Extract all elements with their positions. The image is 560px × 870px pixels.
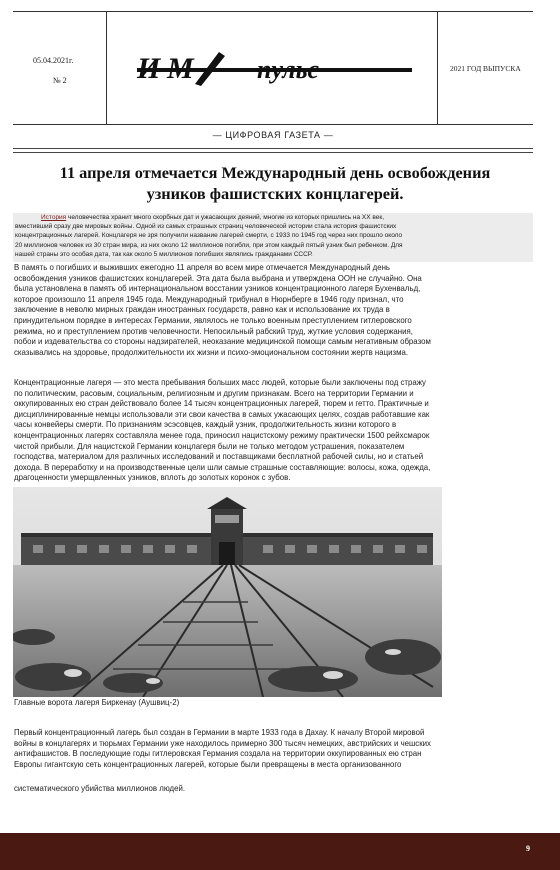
article-headline	[20, 162, 530, 204]
intro-block	[13, 213, 533, 262]
publication-year: 2021 ГОД ВЫПУСКА	[450, 64, 521, 73]
text-line: часы конвейеры смерти. По признаниям эсэсовцев, каждый узник, продолжительность жизни которого в	[14, 420, 397, 430]
text-line: Первый концентрационный лагерь был создан в Германии в марте 1933 года в Дахау. К началу Второй мировой	[14, 728, 425, 737]
text-line: В память о погибших и выживших ежегодно 11 апреля во всем мире отмечается Международный день	[14, 263, 390, 272]
masthead-left-cell	[13, 12, 107, 124]
intro-line: 20 миллионов человек из 30 стран мира, из них около 12 миллионов погибли, при этом каждый пятый узник был ребенком. Для	[15, 241, 403, 249]
divider-rule	[13, 148, 533, 149]
photo-caption: Главные ворота лагеря Биркенау (Аушвиц-2)	[14, 698, 180, 707]
text-line: драгоценности умерщвленных узников, вплоть до золотых коронок с зубов.	[14, 473, 291, 483]
paper-subtitle: — ЦИФРОВАЯ ГАЗЕТА —	[212, 130, 334, 140]
newspaper-logo	[107, 12, 437, 124]
logo-letter-m: М	[167, 52, 194, 85]
masthead-logo-cell	[107, 12, 438, 124]
text-line: режима, но и преступлением против человечности. Непосильный рабский труд, жуткие условия содержания,	[14, 326, 413, 336]
text-line: Концентрационные лагеря — это места пребывания больших масс людей, которые были заключены под стражу	[14, 378, 426, 387]
text-line: заключение в неволю мирных граждан иностранных государств, равно как и использование их труда в	[14, 305, 390, 315]
text-line: войны в концлагерях и тюрьмах Германии уже находилось примерно 300 тысяч немецких, австрийских и чешских	[14, 738, 431, 748]
masthead	[13, 11, 533, 125]
intro-line: вместивший сразу две мировых войны. Одной из самых страшных страниц человеческой истории стала история фашистских	[15, 223, 397, 231]
intro-line: нашей страны это особая дата, так как около 5 миллионов погибших являлись гражданами СССР.	[15, 250, 313, 258]
issue-number: № 2	[53, 76, 67, 85]
text-line: Европы гигантскую сеть концентрационных лагерей, которые были превращены в места организованного	[14, 759, 402, 769]
text-line: побои и издевательства со стороны надзирателей, неоказание медицинской помощи самым негативным образом	[14, 337, 431, 347]
logo-letter-i: И	[137, 52, 161, 85]
issue-date: 05.04.2021г.	[33, 56, 74, 65]
intro-line: История человечества хранит много скорбных дат и ужасающих деяний, многие из которых пришлись на XX век,	[41, 214, 385, 221]
text-line: концентрационных лагерях составляла менее года, приносил нацистскому режиму практически 1500 рейхсмарок	[14, 430, 430, 440]
text-line: господства, материалом для различных исследований и поставщиками бесплатной рабочей силы, но и статьей	[14, 452, 424, 462]
masthead-right-cell	[438, 12, 533, 124]
paragraph-2	[14, 378, 532, 484]
intro-line: концентрационных лагерей. Концлагеря не зря получили название лагерей смерти, с 1933 по 1945 год через них прошло около	[15, 232, 403, 240]
page-footer	[0, 833, 560, 870]
text-line: по политическим, расовым, социальным, религиозным и другим признакам. Всего на территории Германии и	[14, 388, 414, 398]
paragraph-3	[14, 728, 532, 770]
birkenau-gate-photo	[13, 487, 442, 697]
divider-rule	[13, 152, 533, 153]
text-line: сказывались на здоровье, продолжительности их жизни и психо-эмоциональном состоянии жертв нацизма.	[14, 347, 409, 357]
headline-line: 11 апреля отмечается Международный день освобождения	[59, 163, 491, 182]
text-line: которое произошло 11 апреля 1945 года. Международный трибунал в Нюрнберге в 1946 году признал, что	[14, 294, 404, 304]
text-line: освобождения узников фашистских концлагерей. Эта дата была выбрана и утверждена ООН не случайно. Она	[14, 273, 422, 283]
paragraph-1	[14, 263, 532, 358]
text-line: принудительном порядке в интересах Германии, являлось не только военным преступлением гитлеровского	[14, 315, 412, 325]
text-line: дисциплинированные немцы использовали эти свои качества в самых ужасающих целях, создав работавшие как	[14, 409, 430, 419]
history-link[interactable]: История	[41, 214, 67, 221]
logo-word-puls: пульс	[257, 55, 320, 84]
text-line: была установлена в память об интернациональном восстании узников концентрационного лагеря Бухенвальд,	[14, 284, 421, 294]
text-line: оккупированных ею стран действовало более 14 тысяч концентрационных лагерей, тюрем и гетто. Практичные и	[14, 399, 429, 409]
text-line: дохода. В переработку и на производственные цели шли самые страшные составляющие: волосы, кожа, одежда,	[14, 462, 431, 472]
text-line: чистой прибыли. Для нацистской Германии концлагеря были не только методом устрашения, показателем	[14, 441, 405, 451]
paragraph-4: систематического убийства миллионов людей.	[14, 784, 186, 793]
page-number: 9	[526, 844, 530, 853]
headline-line: узников фашистских концлагерей.	[146, 184, 404, 203]
text-line: антифашистов. В последующие годы гитлеровская Германия создала на территории оккупированных ею стран	[14, 749, 422, 759]
